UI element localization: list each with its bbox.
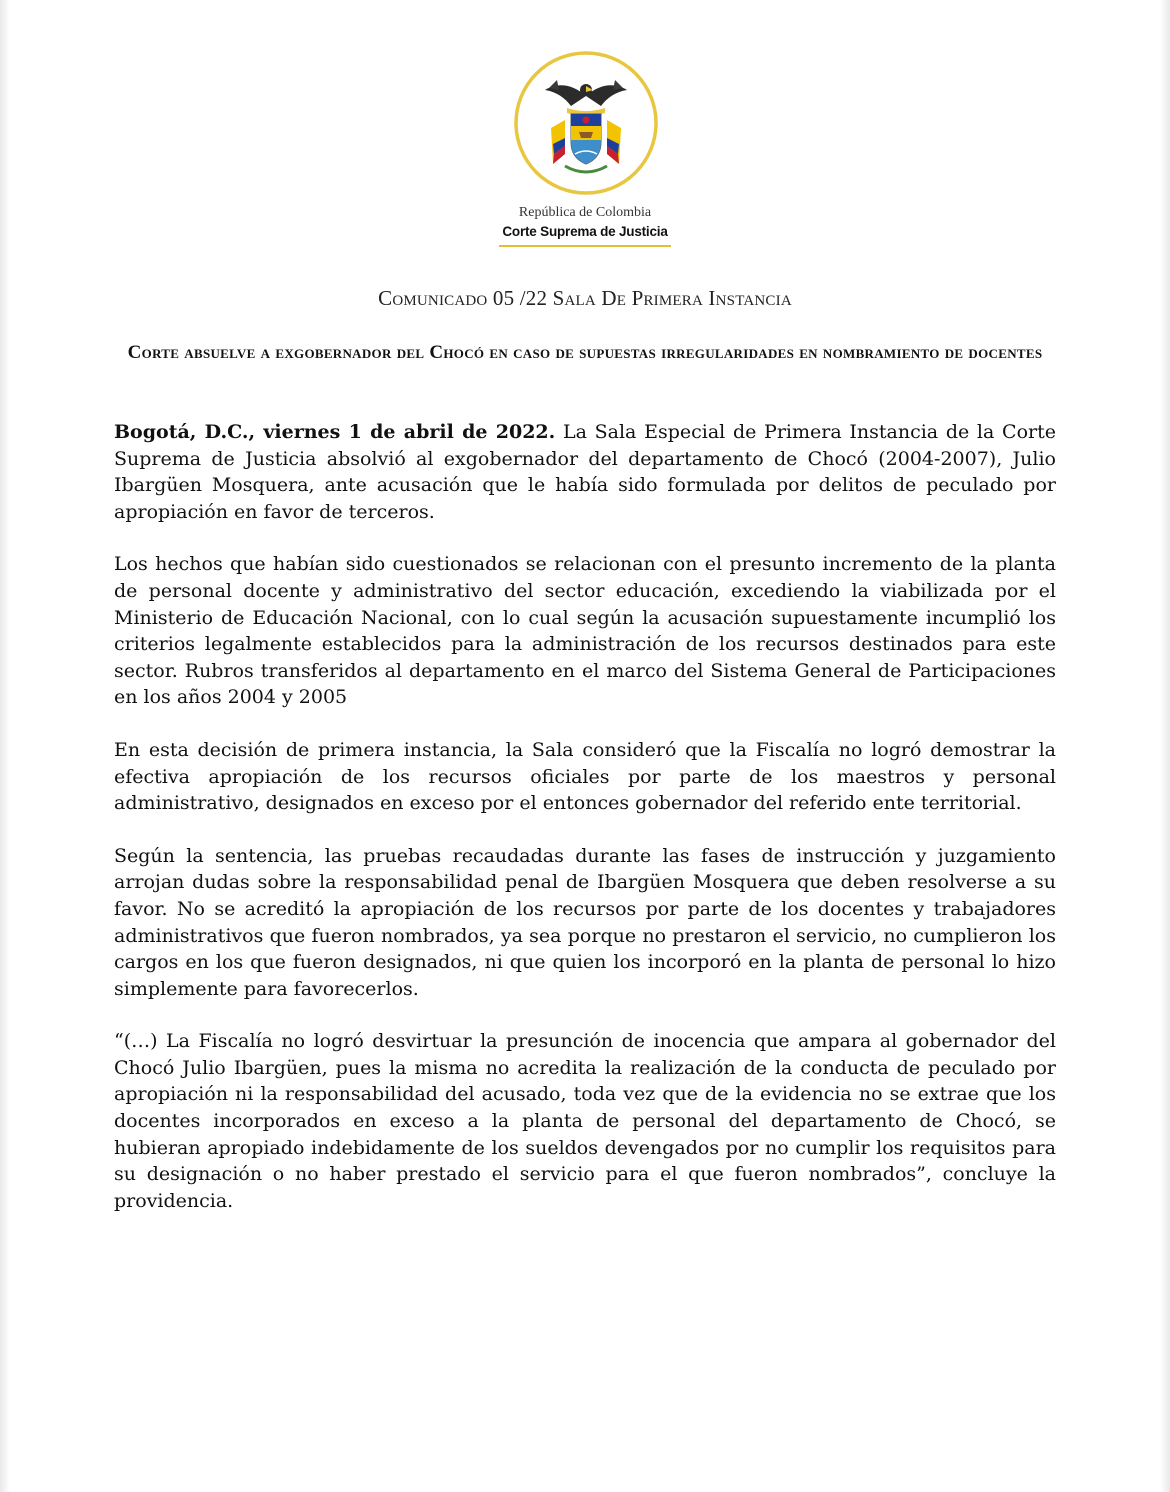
paragraph-lead (114, 419, 1056, 525)
communique-number: Comunicado 05 /22 Sala De Primera Instancia (378, 286, 792, 310)
institution-name: Corte Suprema de Justicia (502, 224, 668, 239)
paragraph-4: Según la sentencia, las pruebas recaudadas durante las fases de instrucción y juzgamiento arrojan dudas sobre la responsabilidad penal de Ibargüen Mosquera que deben resolverse a su favor. No se acreditó la apropiación de los recursos por parte de los docentes y trabajadores administrativos que fueron nombrados, ya sea porque no prestaron el servicio, no cumplieron los cargos en los que fueron designados, ni que quien los incorporó en la planta de personal lo hizo simplemente para favorecerlos. (114, 844, 1056, 1000)
paragraph-3: En esta decisión de primera instancia, la Sala consideró que la Fiscalía no logró demostrar la efectiva apropiación de los recursos oficiales por parte de los maestros y personal administrativo, designados en exceso por el entonces gobernador del referido ente territorial. (114, 738, 1056, 815)
page-right-shadow (1160, 0, 1170, 1492)
paragraph-2: Los hechos que habían sido cuestionados se relacionan con el presunto incremento de la planta de personal docente y administrativo del sector educación, excediendo la viabilizada por el Ministerio de Educación Nacional, con lo cual según la acusación supuestamente incumplió los criterios legalmente establecidos para la administración de los recursos destinados para este sector. Rubros transferidos al departamento en el marco del Sistema General de Participaciones en los años 2004 y 2005 (114, 553, 1056, 709)
lead-text: La Sala Especial de Primera Instancia de la Corte Suprema de Justicia absolvió al exgobernador del departamento de Chocó (2004-2007), Julio Ibargüen Mosquera, ante acusación que le había sido formulada por delitos de peculado por apropiación en favor de terceros. (114, 421, 1056, 523)
paragraph-5-quote: “(…) La Fiscalía no logró desvirtuar la presunción de inocencia que ampara al gobernador del Chocó Julio Ibargüen, pues la misma no acredita la realización de la conducta de peculado por apropiación ni la responsabilidad del acusado, toda vez que de la evidencia no se extrae que los docentes incorporados en exceso a la planta de personal del departamento de Chocó, se hubieran apropiado indebidamente de los sueldos devengados por no cumplir los requisitos para su designación o no haber prestado el servicio para el que fueron nombrados”, concluye la providencia. (114, 1030, 1056, 1212)
institution-header (480, 204, 690, 247)
press-release-body (114, 419, 1056, 1240)
dateline: Bogotá, D.C., viernes 1 de abril de 2022. (114, 421, 556, 443)
country-name: República de Colombia (518, 205, 652, 220)
coat-of-arms-emblem-icon (513, 50, 659, 196)
page-left-shadow (0, 0, 10, 1492)
press-release-headline: Corte absuelve a exgobernador del Chocó en caso de supuestas irregularidades en nombramiento de docentes (127, 342, 1043, 363)
header-gold-rule (499, 245, 671, 247)
